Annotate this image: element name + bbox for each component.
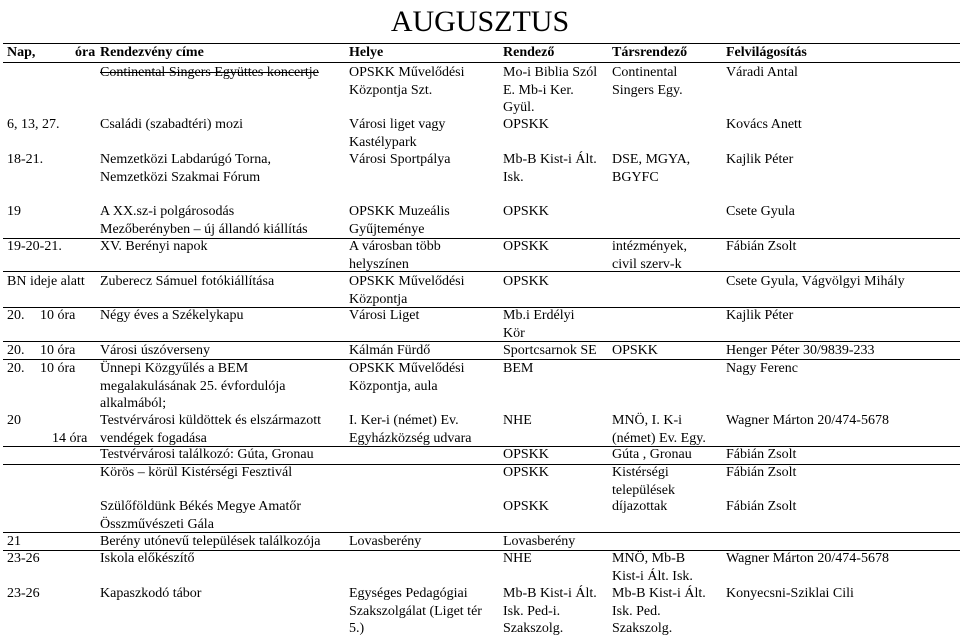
organizer: OPSKK [503,274,549,289]
event-title: Ünnepi Közgyűlés a BEM [100,361,249,376]
organizer: OPSKK [503,499,549,514]
venue: Lovasberény [349,534,422,549]
contact: Fábián Zsolt [726,239,797,254]
venue: OPSKK Művelődési [349,65,465,80]
co-organizer: Singers Egy. [612,82,683,98]
event-title: alkalmából; [100,396,167,411]
contact: Kovács Anett [726,117,802,132]
venue: I. Ker-i (német) Ev. [349,413,459,428]
event-date: 18-21. [7,152,44,167]
organizer: Mb.i Erdélyi [503,308,575,323]
co-organizer: Isk. Ped. [612,603,661,619]
event-date: 19-20-21. [7,239,62,254]
contact: Kajlik Péter [726,308,794,323]
organizer: NHE [503,413,532,428]
co-organizer: Szakszolg. [612,621,673,636]
co-organizer: Gúta , Gronau [612,447,692,462]
event-time: 14 óra [52,430,88,446]
organizer: OPSKK [503,447,549,462]
event-title: Mezőberényben – új állandó kiállítás [100,221,308,237]
co-organizer: Kist-i Ált. Isk. [612,568,693,584]
event-title: Városi úszóverseny [100,343,211,358]
venue: 5.) [349,621,365,636]
venue: Egyházközség udvara [349,430,472,446]
event-date: 19 [7,204,21,219]
header-bottom-rule [3,62,960,63]
event-date: 20. [7,308,25,323]
organizer: OPSKK [503,465,549,480]
venue: Központja, aula [349,378,438,394]
venue: OPSKK Művelődési [349,274,465,289]
event-title: Nemzetközi Szakmai Fórum [100,169,261,185]
contact: Váradi Antal [726,65,798,80]
organizer: Isk. Ped-i. [503,603,561,619]
event-date: 6, 13, 27. [7,117,60,132]
organizer: Mo-i Biblia Szól [503,65,598,80]
event-title: Berény utónevű települések találkozója [100,534,321,549]
contact: Henger Péter 30/9839-233 [726,343,875,358]
event-title: Négy éves a Székelykapu [100,308,244,323]
co-organizer: Continental [612,65,678,80]
event-title: Családi (szabadtéri) mozi [100,117,244,132]
event-title: XV. Berényi napok [100,239,208,254]
event-date: 20. [7,343,25,358]
venue: Egységes Pedagógiai [349,586,468,601]
venue: Városi Liget [349,308,420,323]
header-nap: Nap, [7,45,36,60]
header-helye: Helye [349,45,384,60]
co-organizer: (német) Ev. Egy. [612,430,706,446]
event-title: Testvérvárosi küldöttek és elszármazott [100,413,321,428]
event-title: Összművészeti Gála [100,516,214,532]
co-organizer: OPSKK [612,343,658,358]
header-felvilagositas: Felvilágosítás [726,45,807,60]
organizer: OPSKK [503,239,549,254]
event-title: Kapaszkodó tábor [100,586,202,601]
header-rendezo: Rendező [503,45,555,60]
event-date: 23-26 [7,586,40,601]
event-time: 10 óra [40,308,76,323]
venue: Kastélypark [349,134,417,150]
event-title: Iskola előkészítő [100,551,195,566]
event-date: 21 [7,534,21,549]
contact: Csete Gyula, Vágvölgyi Mihály [726,274,905,289]
contact: Wagner Márton 20/474-5678 [726,551,889,566]
header-tarsrendezo: Társrendező [612,45,688,60]
organizer: BEM [503,361,534,376]
event-title: Testvérvárosi találkozó: Gúta, Gronau [100,447,314,462]
co-organizer: BGYFC [612,169,659,185]
venue: Központja Szt. [349,82,433,98]
event-title: Nemzetközi Labdarúgó Torna, [100,152,271,167]
event-title: Zuberecz Sámuel fotókiállítása [100,274,275,289]
co-organizer: DSE, MGYA, [612,152,691,167]
co-organizer: Mb-B Kist-i Ált. [612,586,706,601]
co-organizer: MNÖ, I. K-i [612,413,682,428]
co-organizer: díjazottak [612,499,668,514]
organizer: NHE [503,551,532,566]
co-organizer: Kistérségi [612,465,669,480]
venue: Kálmán Fürdő [349,343,431,358]
organizer: Isk. [503,169,524,185]
co-organizer: intézmények, [612,239,688,254]
venue: Városi liget vagy [349,117,446,132]
organizer: Kör [503,325,525,341]
contact: Csete Gyula [726,204,795,219]
event-title: megalakulásának 25. évfordulója [100,378,286,394]
event-title: Szülőföldünk Békés Megye Amatőr [100,499,302,514]
event-time: 10 óra [40,343,76,358]
event-title: Körös – körül Kistérségi Fesztivál [100,465,293,480]
event-title: Continental Singers Együttes koncertje [100,65,319,80]
event-date: 23-26 [7,551,40,566]
event-title: vendégek fogadása [100,430,207,446]
header-ora: óra [75,45,96,60]
contact: Wagner Márton 20/474-5678 [726,413,889,428]
contact: Kajlik Péter [726,152,794,167]
venue: OPSKK Művelődési [349,361,465,376]
venue: A városban több [349,239,441,254]
venue: Szakszolgálat (Liget tér [349,603,482,619]
page-title: AUGUSZTUS [390,5,570,38]
event-title: A XX.sz-i polgárosodás [100,204,235,219]
venue: helyszínen [349,256,409,272]
organizer: OPSKK [503,117,549,132]
contact: Fábián Zsolt [726,499,797,514]
row-rule [3,271,960,272]
co-organizer: települések [612,482,675,498]
venue: Gyűjteménye [349,221,425,237]
event-date: BN ideje alatt [7,274,85,289]
venue: Központja [349,291,408,307]
contact: Nagy Ferenc [726,361,798,376]
organizer: Lovasberény [503,534,576,549]
organizer: OPSKK [503,204,549,219]
organizer: Gyül. [503,100,535,115]
header-cim: Rendezvény címe [100,45,204,60]
event-date: 20. [7,361,25,376]
venue: Városi Sportpálya [349,152,451,167]
organizer: Mb-B Kist-i Ált. [503,152,597,167]
organizer: E. Mb-i Ker. [503,82,574,98]
co-organizer: MNÖ, Mb-B [612,551,686,566]
event-date: 20 [7,413,21,428]
organizer: Mb-B Kist-i Ált. [503,586,597,601]
co-organizer: civil szerv-k [612,256,682,272]
event-time: 10 óra [40,361,76,376]
contact: Fábián Zsolt [726,465,797,480]
organizer: Szakszolg. [503,621,564,636]
contact: Konyecsni-Sziklai Cili [726,586,854,601]
organizer: Sportcsarnok SE [503,343,597,358]
venue: OPSKK Muzeális [349,204,450,219]
contact: Fábián Zsolt [726,447,797,462]
